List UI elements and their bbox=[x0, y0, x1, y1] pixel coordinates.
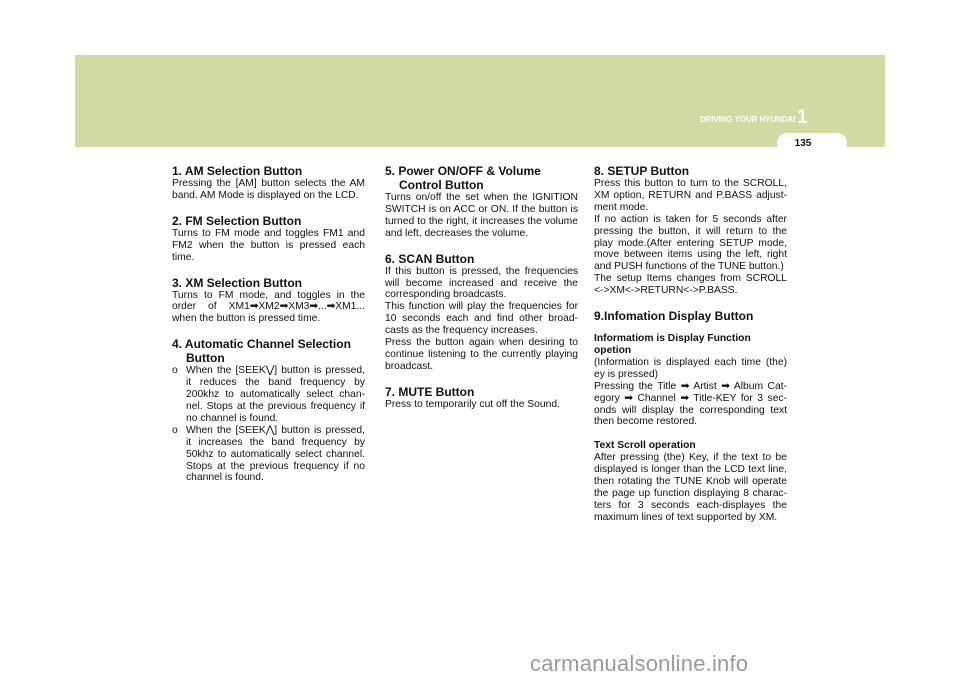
section-body-setup-2: If no action is taken for 5 seconds after pressing the button, it will return to the play mode.(After entering SETUP mode, move between items using the left, right and PUSH functions of the TUNE button.) bbox=[594, 213, 787, 273]
column-left bbox=[172, 164, 365, 484]
section-body-scan-2: This function will play the frequencies for 10 seconds each and find other broad- casts as the frequency increases. bbox=[385, 301, 578, 337]
bullet-seek-down bbox=[172, 365, 365, 425]
header-band bbox=[75, 55, 885, 147]
section-title-xm: 3. XM Selection Button bbox=[172, 275, 303, 290]
section-body-xm: Turns to FM mode, and toggles in the order of XM1➡XM2➡XM3➡...➡XM1... when the button is pressed time. bbox=[172, 289, 365, 325]
section-body-fm: Turns to FM mode and toggles FM1 and FM2 when the button is pressed each time. bbox=[172, 227, 365, 263]
section-body-setup-1: Press this button to turn to the SCROLL, XM option, RETURN and P.BASS adjust- ment mode. bbox=[594, 178, 787, 213]
subtitle-text-scroll: Text Scroll operation bbox=[594, 440, 696, 452]
text-scroll-body: After pressing (the) Key, if the text to be displayed is longer than the LCD text line, then rotating the TUNE Knob will operate the page up function displaying 8 charac- ters for 3 seconds each-displayes the maximum lines of text supported by XM. bbox=[594, 452, 787, 523]
subtitle-info-function: Informatiom is Display Function opetion bbox=[594, 333, 751, 356]
section-body-mute: Press to temporarily cut off the Sound. bbox=[385, 398, 560, 410]
bullet-mark: o bbox=[172, 424, 178, 436]
column-middle bbox=[385, 164, 578, 423]
section-body-scan-3: Press the button again when desiring to continue listening to the currently playing broadcast. bbox=[385, 337, 578, 372]
section-title-setup: 8. SETUP Button bbox=[594, 164, 690, 178]
bullet-text: When the [SEEK⋀] button is pressed, it increases the band frequency by 50khz to automatically select channel. Stops at the previous frequency if no channel is found. bbox=[186, 424, 365, 484]
section-title-power-volume: 5. Power ON/OFF & Volume Control Button bbox=[385, 164, 541, 192]
column-right bbox=[594, 164, 787, 536]
chapter-label: DRIVING YOUR HYUNDAI bbox=[700, 115, 796, 124]
section-title-fm: 2. FM Selection Button bbox=[172, 213, 302, 228]
section-body-am: Pressing the [AM] button selects the AM band. AM Mode is displayed on the LCD. bbox=[172, 178, 365, 201]
section-title-info-display: 9.Infomation Display Button bbox=[594, 309, 754, 324]
section-body-power-volume: Turns on/off the set when the IGNITION SWITCH is on ACC or ON. If the button is turned to the right, it increases the volume and left, decreases the volume. bbox=[385, 192, 578, 239]
bullet-text: When the [SEEK⋁] button is pressed, it reduces the band frequency by 200khz to automatically select chan- nel. Stops at the previous frequency if no channel is found. bbox=[186, 365, 365, 424]
info-body-1: (Information is displayed each time (the) ey is pressed) bbox=[594, 356, 787, 380]
section-title-am: 1. AM Selection Button bbox=[172, 164, 303, 178]
section-title-scan: 6. SCAN Button bbox=[385, 251, 475, 266]
info-body-2: Pressing the Title ➡ Artist ➡ Album Cat- egory ➡ Channel ➡ Title-KEY for 3 sec- onds will display the corresponding text then become restored. bbox=[594, 380, 787, 428]
chapter-number: 1 bbox=[797, 107, 808, 128]
page-number: 135 bbox=[794, 138, 812, 149]
watermark: carmanualsonline.info bbox=[530, 651, 749, 676]
bullet-mark: o bbox=[172, 365, 178, 377]
section-title-mute: 7. MUTE Button bbox=[385, 384, 475, 399]
section-body-setup-3: The setup Items changes from SCROLL <->XM<->RETURN<->P.BASS. bbox=[594, 273, 787, 297]
bullet-seek-up bbox=[172, 425, 365, 485]
section-title-auto-channel: 4. Automatic Channel Selection Button bbox=[172, 337, 351, 366]
section-body-scan-1: If this button is pressed, the frequencies will become increased and receive the corresponding broadcasts. bbox=[385, 265, 578, 301]
